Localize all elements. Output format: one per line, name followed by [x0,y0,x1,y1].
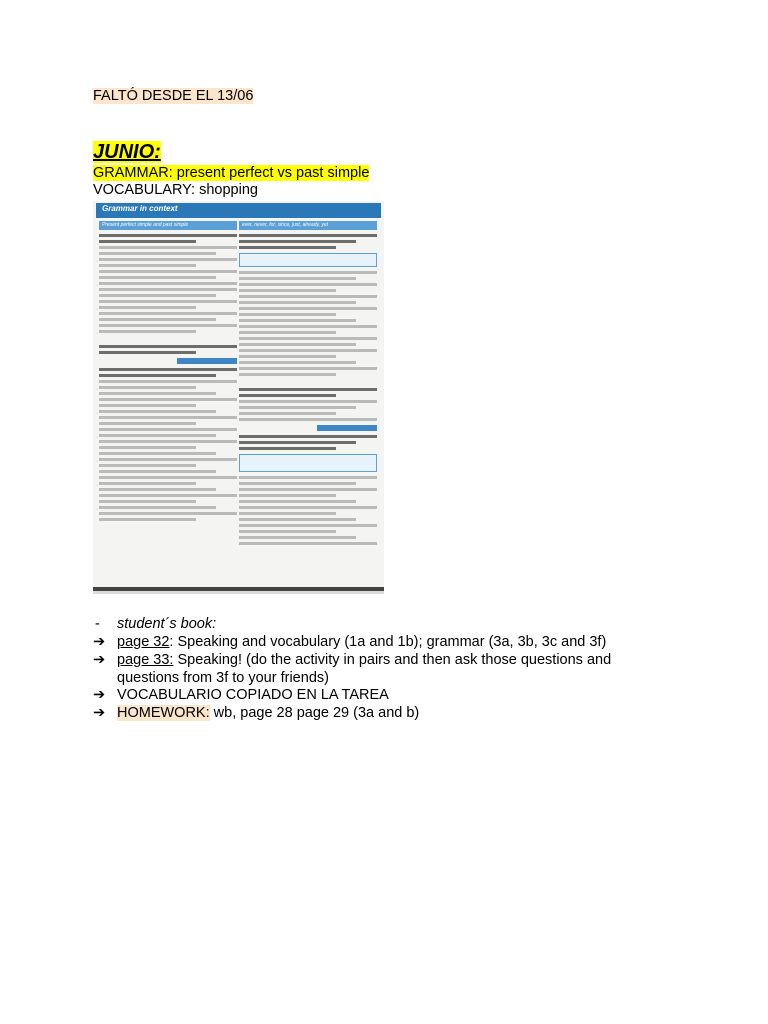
textbook-right-column [239,221,377,585]
vocabulary-line: VOCABULARY: shopping [93,182,258,198]
page-32-link[interactable]: page 32 [117,634,170,650]
list-item-text: VOCABULARIO COPIADO EN LA TAREA [117,687,389,703]
dash-bullet: - [95,616,100,632]
header-note-text: FALTÓ DESDE EL 13/06 [93,88,254,104]
grammar-line-text: GRAMMAR: present perfect vs past simple [93,165,370,181]
textbook-left-heading: Present perfect simple and past simple [102,222,189,228]
month-title-text: JUNIO: [93,141,161,163]
arrow-bullet-icon: ➔ [93,652,106,668]
list-intro [95,615,217,633]
list-item [93,686,389,704]
arrow-bullet-icon: ➔ [93,687,106,703]
list-item [93,633,607,651]
list-item-continuation: questions from 3f to your friends) [117,670,329,686]
header-note [93,87,253,105]
arrow-bullet-icon: ➔ [93,634,106,650]
homework-label: HOMEWORK: [117,705,210,721]
list-item [93,704,420,722]
arrow-bullet-icon: ➔ [93,705,106,721]
textbook-left-column [99,221,237,585]
textbook-banner [96,203,381,218]
list-item-text: wb, page 28 page 29 (3a and b) [209,705,420,721]
textbook-page-image [93,201,384,594]
textbook-banner-text: Grammar in context [102,204,178,213]
page-33-link[interactable]: page 33: [117,652,174,668]
list-intro-text: student´s book: [117,616,217,632]
month-title [93,140,161,164]
list-item [93,651,612,669]
textbook-right-heading: ever, never, for, since, just, already, yet [242,222,329,228]
list-item-text: : Speaking and vocabulary (1a and 1b); grammar (3a, 3b, 3c and 3f) [169,634,607,650]
list-item-text: Speaking! (do the activity in pairs and then ask those questions and [173,652,612,668]
grammar-line [93,164,369,182]
